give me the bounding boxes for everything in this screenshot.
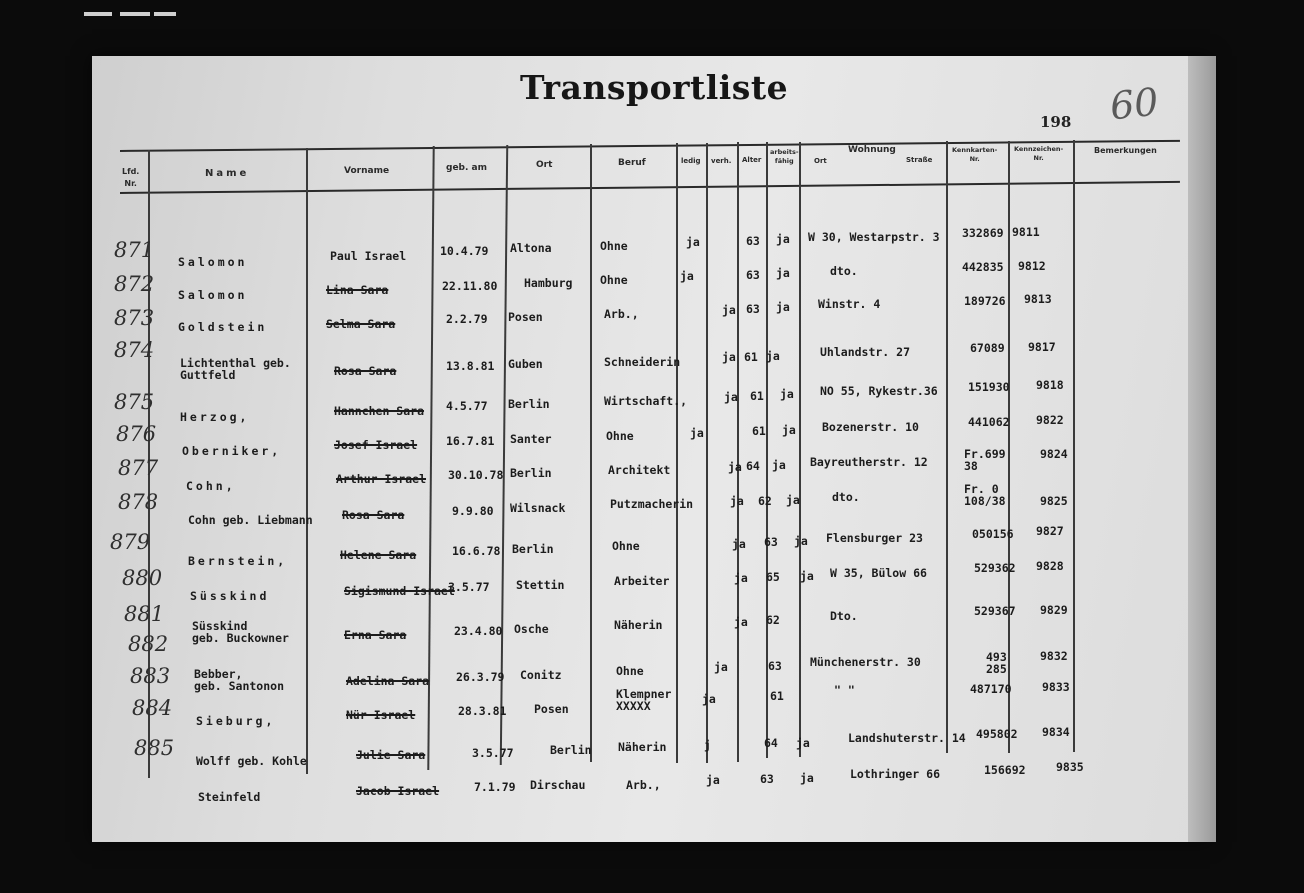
col-divider bbox=[799, 142, 801, 757]
residence: W 35, Bülow 66 bbox=[830, 566, 927, 580]
id-card-number: 151930 bbox=[968, 380, 1010, 394]
registration-number: 9811 bbox=[1012, 225, 1040, 239]
birth-date: 23.4.80 bbox=[454, 624, 503, 638]
registration-number: 9813 bbox=[1024, 292, 1052, 306]
surname: Bebber, geb. Santonon bbox=[194, 667, 285, 693]
col-header-kennkarten: Kennkarten- Nr. bbox=[952, 146, 998, 163]
residence: Lothringer 66 bbox=[850, 767, 941, 781]
row-number: 872 bbox=[114, 272, 155, 296]
first-name: Adelina Sara bbox=[346, 674, 430, 688]
age: 65 bbox=[766, 570, 780, 584]
age: 62 bbox=[766, 613, 780, 627]
id-card-number: 442835 bbox=[962, 260, 1004, 274]
age: 63 bbox=[746, 302, 760, 316]
fit-for-work: ja bbox=[796, 736, 810, 750]
registration-number: 9829 bbox=[1040, 603, 1068, 617]
id-card-number: 529362 bbox=[974, 561, 1016, 575]
row-number: 884 bbox=[132, 696, 173, 720]
surname: Salomon bbox=[178, 288, 248, 302]
id-card-number: Fr.699 38 bbox=[964, 447, 1006, 473]
fit-for-work: ja bbox=[782, 423, 796, 437]
birth-place: Wilsnack bbox=[510, 501, 566, 515]
fit-for-work: ja bbox=[776, 232, 790, 246]
occupation: Ohne bbox=[606, 429, 634, 443]
surname: Salomon bbox=[178, 255, 248, 269]
film-edge-mark bbox=[84, 12, 112, 16]
row-number: 871 bbox=[114, 238, 155, 262]
residence: Landshuterstr. 14 bbox=[848, 731, 966, 745]
col-divider bbox=[676, 143, 678, 763]
birth-place: Conitz bbox=[520, 668, 562, 682]
row-number: 878 bbox=[118, 490, 159, 514]
age: 61 bbox=[744, 350, 758, 364]
id-card-number: 189726 bbox=[964, 294, 1006, 308]
folio-number: 60 bbox=[1107, 79, 1161, 129]
year-label: 198 bbox=[1040, 113, 1072, 131]
age: 61 bbox=[752, 424, 766, 438]
first-name: Arthur Israel bbox=[336, 472, 427, 486]
married: ja bbox=[722, 303, 736, 317]
row-number: 875 bbox=[114, 390, 155, 414]
married: ja bbox=[728, 460, 742, 474]
birth-date: 9.9.80 bbox=[452, 504, 494, 518]
row-number: 874 bbox=[114, 338, 155, 362]
col-divider bbox=[706, 143, 708, 763]
married: ja bbox=[734, 571, 748, 585]
birth-date: 30.10.78 bbox=[448, 468, 504, 482]
col-divider bbox=[1073, 140, 1075, 752]
sheet-edge bbox=[1188, 56, 1216, 842]
birth-date: 13.8.81 bbox=[446, 359, 495, 373]
residence: W 30, Westarpstr. 3 bbox=[808, 230, 940, 244]
col-header-arbeitsfaehig: arbeits- fähig bbox=[770, 148, 799, 165]
birth-place: Altona bbox=[510, 241, 552, 255]
residence: Uhlandstr. 27 bbox=[820, 345, 911, 359]
birth-date: 7.1.79 bbox=[474, 780, 516, 794]
col-divider bbox=[737, 142, 739, 762]
fit-for-work: ja bbox=[766, 349, 780, 363]
first-name: Josef Israel bbox=[334, 438, 418, 452]
id-card-number: 156692 bbox=[984, 763, 1026, 777]
married: j bbox=[704, 738, 711, 752]
occupation: Wirtschaft., bbox=[604, 394, 688, 408]
surname: Süsskind bbox=[190, 589, 270, 603]
row-number: 880 bbox=[122, 566, 163, 590]
col-divider bbox=[306, 148, 308, 774]
fit-for-work: ja bbox=[786, 493, 800, 507]
first-name: Rosa Sara bbox=[334, 364, 397, 378]
residence: Winstr. 4 bbox=[818, 297, 881, 311]
married: ja bbox=[714, 660, 728, 674]
married: ja bbox=[730, 494, 744, 508]
married: ja bbox=[680, 269, 694, 283]
fit-for-work: ja bbox=[794, 534, 808, 548]
fit-for-work: ja bbox=[800, 771, 814, 785]
first-name: Hannchen Sara bbox=[334, 404, 425, 418]
first-name: Erna Sara bbox=[344, 628, 407, 642]
married: ja bbox=[722, 350, 736, 364]
first-name: Lina Sara bbox=[326, 283, 389, 297]
age: 63 bbox=[768, 659, 782, 673]
fit-for-work: ja bbox=[776, 266, 790, 280]
birth-place: Berlin bbox=[550, 743, 592, 757]
residence: Münchenerstr. 30 bbox=[810, 655, 921, 669]
residence: " " bbox=[834, 683, 855, 697]
residence: Bayreutherstr. 12 bbox=[810, 455, 928, 469]
surname: Süsskind geb. Buckowner bbox=[192, 619, 289, 645]
col-divider bbox=[590, 144, 592, 762]
birth-date: 16.6.78 bbox=[452, 544, 501, 558]
id-card-number: 050156 bbox=[972, 527, 1014, 541]
row-number: 877 bbox=[118, 456, 159, 480]
occupation: Näherin bbox=[618, 740, 667, 754]
surname: Herzog, bbox=[180, 410, 250, 424]
col-header-name: Name bbox=[205, 168, 250, 179]
first-name: Rosa Sara bbox=[342, 508, 405, 522]
occupation: Näherin bbox=[614, 618, 663, 632]
first-name: Helene Sara bbox=[340, 548, 417, 562]
residence: Dto. bbox=[830, 609, 858, 623]
first-name: Selma Sara bbox=[326, 317, 396, 331]
residence: Flensburger 23 bbox=[826, 531, 923, 545]
surname: Oberniker, bbox=[182, 444, 282, 458]
married: ja bbox=[724, 390, 738, 404]
row-number: 882 bbox=[128, 632, 169, 656]
first-name: Paul Israel bbox=[330, 249, 407, 263]
residence: Bozenerstr. 10 bbox=[822, 420, 919, 434]
age: 63 bbox=[746, 234, 760, 248]
birth-place: Stettin bbox=[516, 578, 565, 592]
film-edge-mark bbox=[154, 12, 176, 16]
birth-place: Guben bbox=[508, 357, 543, 371]
birth-date: 26.3.79 bbox=[456, 670, 505, 684]
col-header-kennzeichen: Kennzeichen- Nr. bbox=[1014, 145, 1064, 162]
registration-number: 9828 bbox=[1036, 559, 1064, 573]
age: 61 bbox=[750, 389, 764, 403]
col-header-wohnung-strasse: Straße bbox=[906, 156, 933, 164]
occupation: Architekt bbox=[608, 463, 671, 477]
occupation: Arbeiter bbox=[614, 574, 670, 588]
married: ja bbox=[732, 537, 746, 551]
first-name: Nür Israel bbox=[346, 708, 416, 722]
surname: Cohn, bbox=[186, 479, 236, 493]
surname: Goldstein bbox=[178, 320, 268, 334]
birth-place: Posen bbox=[508, 310, 543, 324]
row-number: 873 bbox=[114, 306, 155, 330]
surname: Bernstein, bbox=[188, 554, 288, 568]
age: 63 bbox=[764, 535, 778, 549]
col-header-bemerkungen: Bemerkungen bbox=[1094, 146, 1157, 155]
first-name: Jacob Israel bbox=[356, 784, 440, 798]
birth-place: Posen bbox=[534, 702, 569, 716]
id-card-number: 493 285 bbox=[986, 650, 1007, 676]
id-card-number: 441062 bbox=[968, 415, 1010, 429]
occupation: Ohne bbox=[600, 273, 628, 287]
col-header-alter: Alter bbox=[742, 156, 762, 164]
occupation: Ohne bbox=[612, 539, 640, 553]
col-header-geb: geb. am bbox=[446, 163, 487, 173]
id-card-number: 67089 bbox=[970, 341, 1005, 355]
birth-date: 16.7.81 bbox=[446, 434, 495, 448]
registration-number: 9818 bbox=[1036, 378, 1064, 392]
row-number: 881 bbox=[124, 602, 165, 626]
birth-date: 3.5.77 bbox=[472, 746, 514, 760]
surname: Wolff geb. Kohle bbox=[196, 754, 307, 768]
birth-place: Berlin bbox=[510, 466, 552, 480]
col-header-beruf: Beruf bbox=[618, 158, 646, 168]
registration-number: 9834 bbox=[1042, 725, 1070, 739]
residence: dto. bbox=[832, 490, 860, 504]
fit-for-work: ja bbox=[772, 458, 786, 472]
col-header-ledig: ledig bbox=[681, 157, 701, 165]
occupation: Arb., bbox=[604, 307, 639, 321]
col-divider bbox=[1008, 141, 1010, 753]
birth-place: Berlin bbox=[512, 542, 554, 556]
registration-number: 9833 bbox=[1042, 680, 1070, 694]
registration-number: 9835 bbox=[1056, 760, 1084, 774]
id-card-number: 495802 bbox=[976, 727, 1018, 741]
col-header-ort: Ort bbox=[536, 160, 553, 170]
id-card-number: Fr. 0 108/38 bbox=[964, 482, 1006, 508]
surname: Steinfeld bbox=[198, 790, 261, 804]
birth-date: 28.3.81 bbox=[458, 704, 507, 718]
registration-number: 9812 bbox=[1018, 259, 1046, 273]
col-header-lfd: Lfd. Nr. bbox=[122, 167, 140, 188]
fit-for-work: ja bbox=[776, 300, 790, 314]
id-card-number: 529367 bbox=[974, 604, 1016, 618]
row-number: 876 bbox=[116, 422, 157, 446]
birth-date: 22.11.80 bbox=[442, 279, 498, 293]
occupation: Schneiderin bbox=[604, 355, 681, 369]
registration-number: 9824 bbox=[1040, 447, 1068, 461]
col-header-wohnung: Wohnung bbox=[848, 145, 896, 155]
birth-date: 4.5.77 bbox=[446, 399, 488, 413]
residence: NO 55, Rykestr.36 bbox=[820, 384, 938, 398]
occupation: Ohne bbox=[600, 239, 628, 253]
fit-for-work: ja bbox=[800, 569, 814, 583]
occupation: Putzmacherin bbox=[610, 497, 694, 511]
row-number: 883 bbox=[130, 664, 171, 688]
birth-place: Santer bbox=[510, 432, 552, 446]
row-number: 885 bbox=[134, 736, 175, 760]
age: 63 bbox=[746, 268, 760, 282]
col-header-vorname: Vorname bbox=[344, 166, 390, 176]
id-card-number: 487170 bbox=[970, 682, 1012, 696]
married: ja bbox=[686, 235, 700, 249]
occupation: Arb., bbox=[626, 778, 661, 792]
birth-date: 2.2.79 bbox=[446, 312, 488, 326]
surname: Cohn geb. Liebmann bbox=[188, 513, 313, 527]
col-header-verh: verh. bbox=[711, 157, 732, 165]
single: ja bbox=[702, 692, 716, 706]
col-header-wohnung-ort: Ort bbox=[814, 157, 827, 165]
film-edge-mark bbox=[120, 12, 150, 16]
registration-number: 9817 bbox=[1028, 340, 1056, 354]
single: ja bbox=[690, 426, 704, 440]
page-title: Transportliste bbox=[520, 68, 789, 107]
married: ja bbox=[706, 773, 720, 787]
registration-number: 9832 bbox=[1040, 649, 1068, 663]
fit-for-work: ja bbox=[780, 387, 794, 401]
birth-place: Osche bbox=[514, 622, 549, 636]
birth-place: Dirschau bbox=[530, 778, 586, 792]
age: 63 bbox=[760, 772, 774, 786]
birth-place: Hamburg bbox=[524, 276, 573, 290]
first-name: Julie Sara bbox=[356, 748, 426, 762]
registration-number: 9825 bbox=[1040, 494, 1068, 508]
residence: dto. bbox=[830, 264, 858, 278]
surname: Lichtenthal geb. Guttfeld bbox=[180, 356, 291, 382]
surname: Sieburg, bbox=[196, 714, 276, 728]
registration-number: 9822 bbox=[1036, 413, 1064, 427]
occupation: Ohne bbox=[616, 664, 644, 678]
birth-date: 3.5.77 bbox=[448, 580, 490, 594]
row-number: 879 bbox=[110, 530, 151, 554]
age: 64 bbox=[746, 459, 760, 473]
registration-number: 9827 bbox=[1036, 524, 1064, 538]
id-card-number: 332869 bbox=[962, 226, 1004, 240]
married: ja bbox=[734, 615, 748, 629]
age: 61 bbox=[770, 689, 784, 703]
col-divider bbox=[946, 141, 948, 753]
birth-date: 10.4.79 bbox=[440, 244, 489, 258]
birth-place: Berlin bbox=[508, 397, 550, 411]
occupation: Klempner XXXXX bbox=[616, 687, 672, 713]
age: 64 bbox=[764, 736, 778, 750]
age: 62 bbox=[758, 494, 772, 508]
first-name: Sigismund Israel bbox=[344, 584, 455, 598]
